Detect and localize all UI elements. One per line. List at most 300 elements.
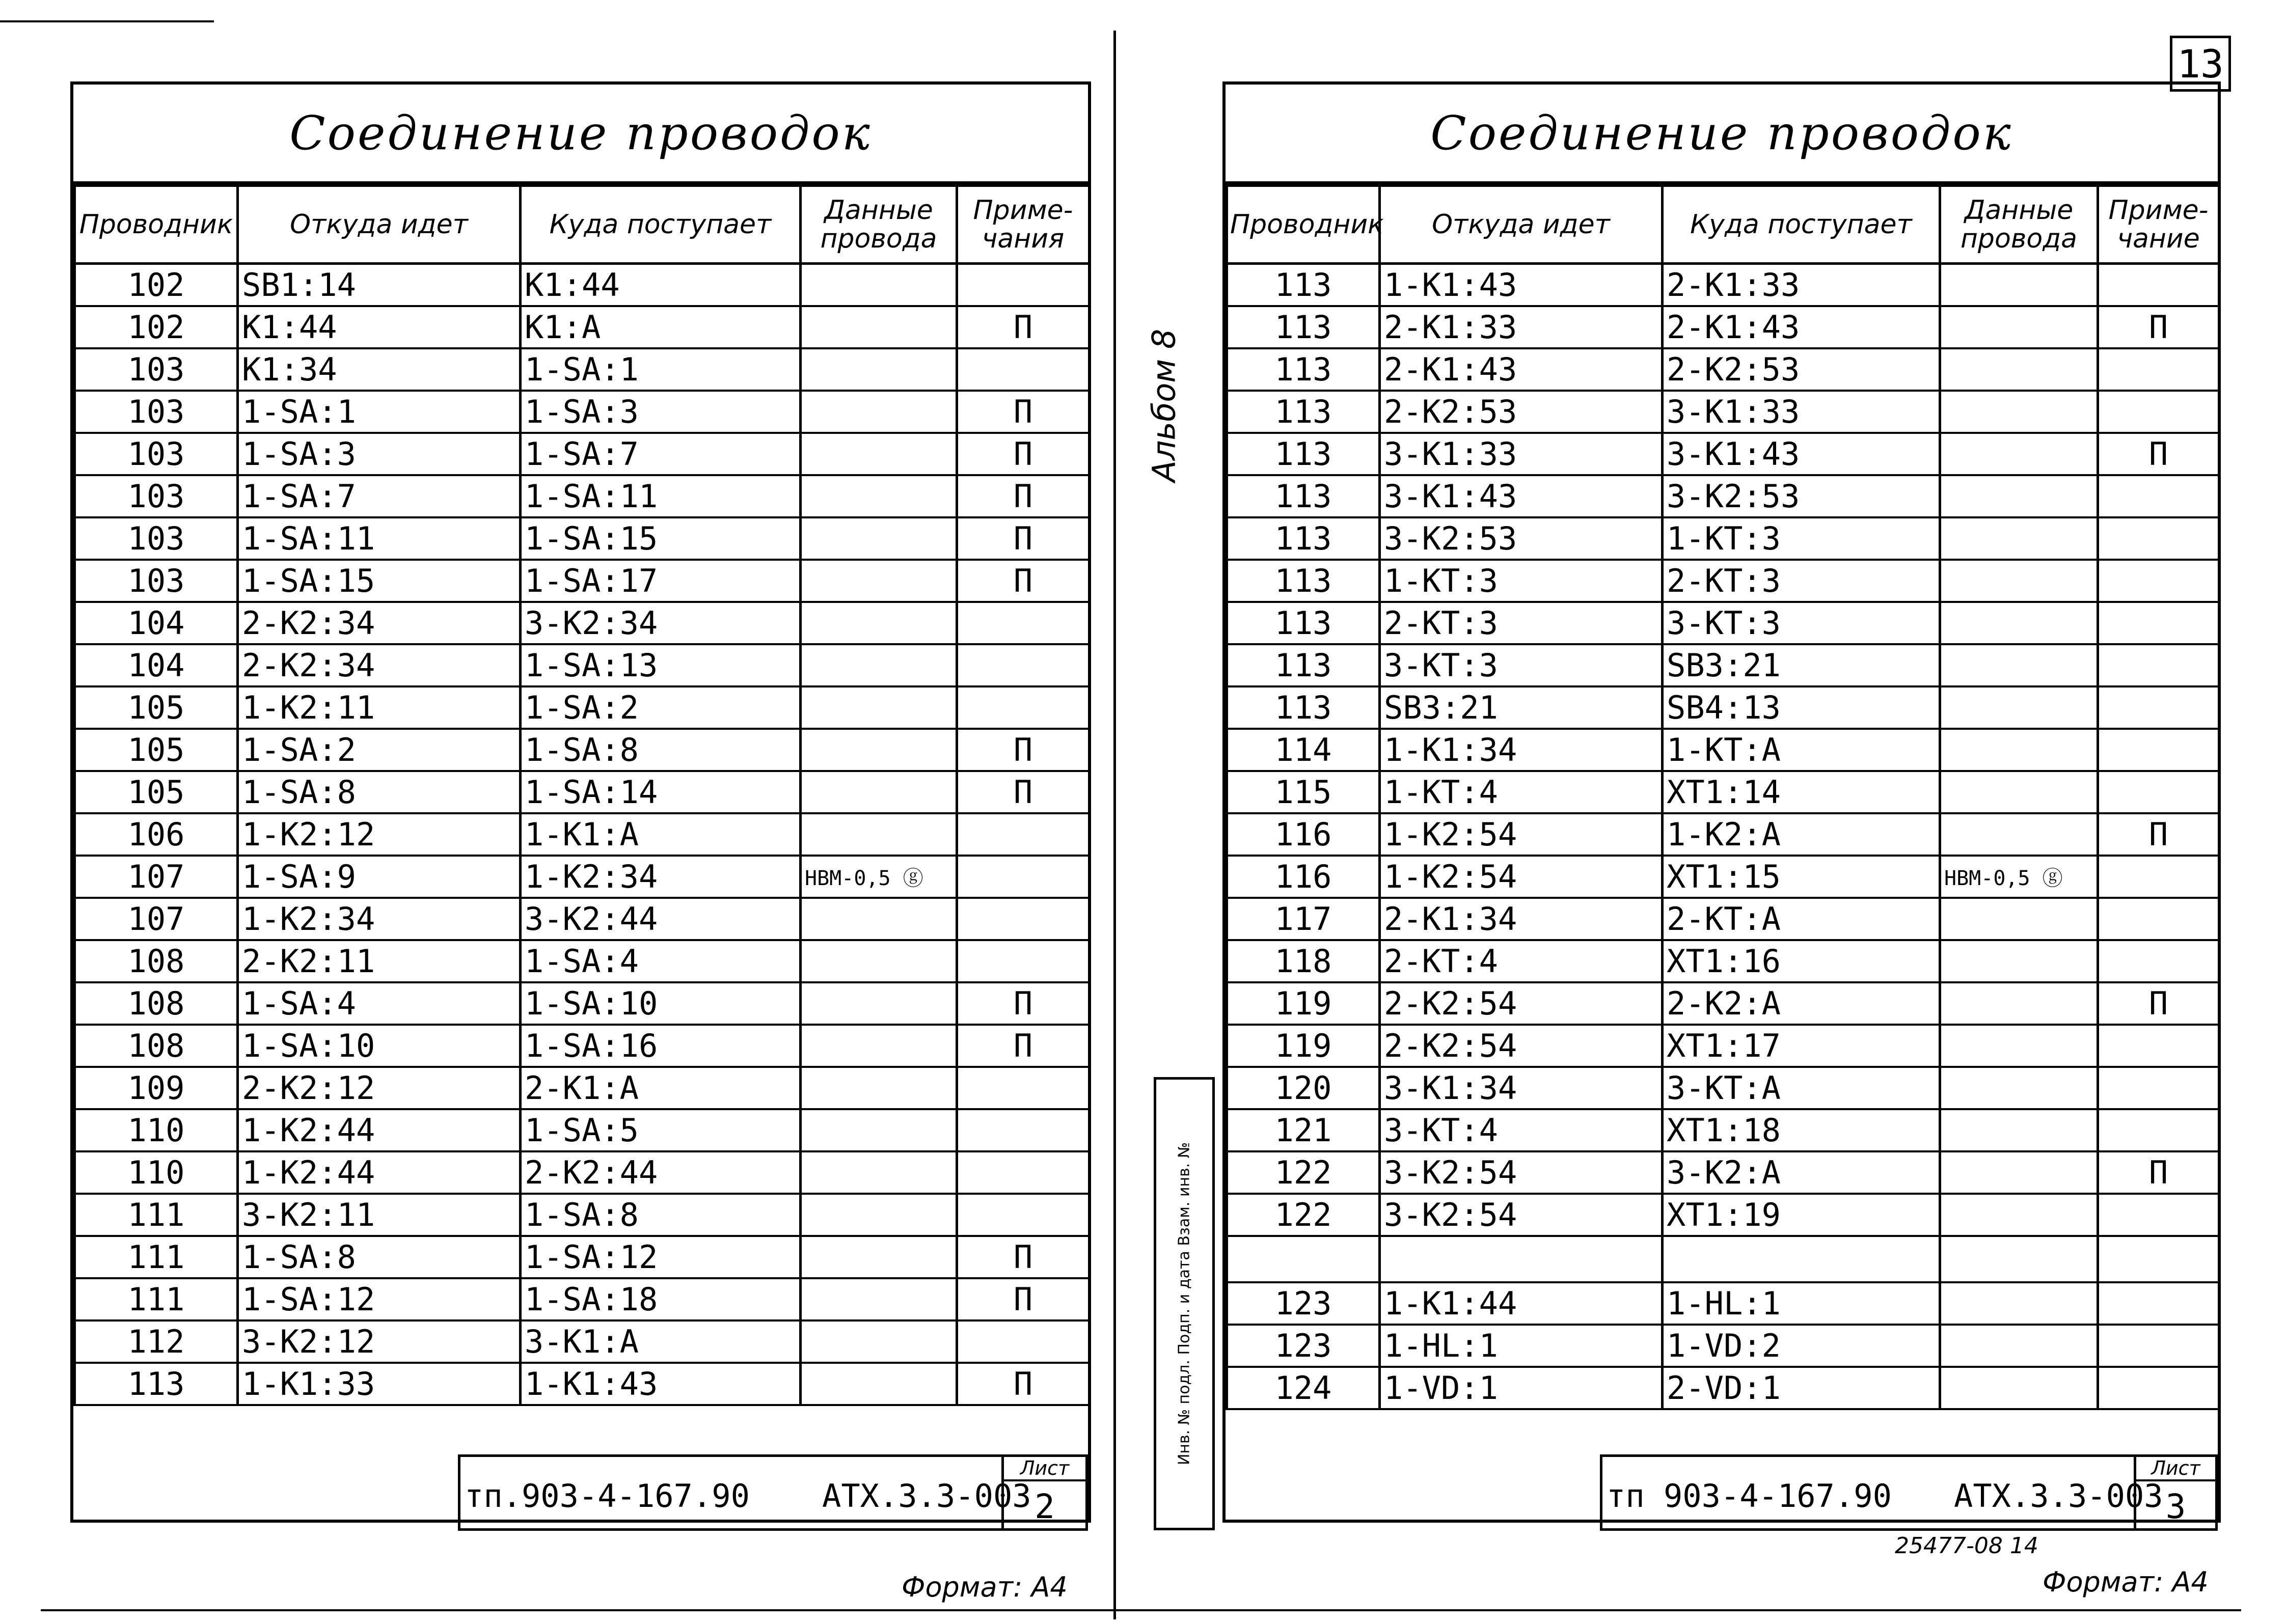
table-cell: 113	[1227, 602, 1380, 644]
table-cell	[801, 771, 957, 813]
table-cell: 1-SA:8	[238, 1236, 521, 1278]
bottom-code: 25477-08 14	[1895, 1533, 2038, 1559]
right-column-header: Данные провода	[1940, 186, 2098, 264]
table-row	[1227, 771, 2219, 813]
table-row	[75, 517, 1090, 560]
table-cell: 123	[1227, 1282, 1380, 1325]
center-fold-line	[1113, 31, 1116, 1619]
table-cell: 1-K1:44	[1380, 1282, 1663, 1325]
table-cell: XT1:19	[1663, 1194, 1940, 1236]
table-cell	[2098, 1325, 2219, 1367]
left-doc-number: тп.903-4-167.90	[465, 1477, 750, 1515]
table-cell	[2098, 940, 2219, 982]
table-cell	[1940, 602, 2098, 644]
right-title-block	[1600, 1454, 2218, 1531]
table-cell: П	[957, 475, 1090, 517]
table-row	[75, 940, 1090, 982]
table-row	[1227, 1025, 2219, 1067]
table-row	[75, 602, 1090, 644]
table-cell	[1940, 1325, 2098, 1367]
left-title-block	[458, 1454, 1088, 1531]
table-row	[75, 771, 1090, 813]
left-header-row	[75, 186, 1090, 264]
table-cell: 3-K2:A	[1663, 1151, 1940, 1194]
table-cell	[1663, 1236, 1940, 1282]
table-cell	[2098, 475, 2219, 517]
table-cell	[957, 1067, 1090, 1109]
table-cell	[2098, 898, 2219, 940]
table-cell	[2098, 1109, 2219, 1151]
table-cell: П	[2098, 433, 2219, 475]
right-sheet-title: Соединение проводок	[1226, 85, 2218, 184]
right-sheet-number: 3	[2165, 1487, 2186, 1526]
table-row	[75, 644, 1090, 686]
table-row	[75, 1109, 1090, 1151]
table-row	[75, 391, 1090, 433]
table-cell: 2-K1:A	[521, 1067, 801, 1109]
table-cell: 3-K2:12	[238, 1320, 521, 1363]
table-cell	[957, 940, 1090, 982]
table-cell	[801, 560, 957, 602]
table-cell: П	[957, 1025, 1090, 1067]
table-cell: 3-KT:A	[1663, 1067, 1940, 1109]
table-cell: K1:34	[238, 348, 521, 391]
table-cell	[1940, 1367, 2098, 1409]
table-cell: 123	[1227, 1325, 1380, 1367]
table-cell: 118	[1227, 940, 1380, 982]
table-cell	[801, 602, 957, 644]
table-cell	[1940, 560, 2098, 602]
left-format-label: Формат: А4	[902, 1571, 1068, 1603]
right-connections-table	[1226, 184, 2220, 1410]
table-cell: 109	[75, 1067, 238, 1109]
table-cell	[1940, 813, 2098, 856]
table-row	[1227, 644, 2219, 686]
table-cell	[1940, 1109, 2098, 1151]
left-column-header: Откуда идет	[238, 186, 521, 264]
table-row	[1227, 1067, 2219, 1109]
table-cell	[801, 1194, 957, 1236]
table-row	[75, 560, 1090, 602]
table-row	[1227, 856, 2219, 898]
table-cell	[801, 898, 957, 940]
table-cell: 2-KT:3	[1380, 602, 1663, 644]
table-cell: 110	[75, 1109, 238, 1151]
top-scan-line	[0, 20, 214, 22]
table-row	[1227, 1194, 2219, 1236]
table-row	[75, 1151, 1090, 1194]
table-cell	[801, 644, 957, 686]
table-cell: 1-SA:15	[521, 517, 801, 560]
table-cell: 1-K1:43	[1380, 264, 1663, 307]
table-cell: 103	[75, 433, 238, 475]
table-cell	[801, 940, 957, 982]
table-row	[75, 729, 1090, 771]
table-cell	[1227, 1236, 1380, 1282]
table-cell: SB4:13	[1663, 686, 1940, 729]
table-cell: 3-K1:34	[1380, 1067, 1663, 1109]
table-row	[1227, 686, 2219, 729]
table-cell	[957, 1194, 1090, 1236]
table-cell: 3-K1:43	[1380, 475, 1663, 517]
table-cell: П	[957, 433, 1090, 475]
table-cell	[2098, 1025, 2219, 1067]
left-sheet-box	[1001, 1457, 1085, 1528]
table-cell: П	[957, 771, 1090, 813]
table-cell	[801, 1363, 957, 1405]
table-cell: 113	[1227, 644, 1380, 686]
table-cell	[1940, 1025, 2098, 1067]
table-cell	[801, 982, 957, 1025]
table-row	[75, 1278, 1090, 1320]
table-cell: 1-K2:44	[238, 1109, 521, 1151]
table-row	[1227, 264, 2219, 307]
table-row	[1227, 1109, 2219, 1151]
table-cell	[957, 1109, 1090, 1151]
table-cell: 104	[75, 644, 238, 686]
table-cell	[957, 1151, 1090, 1194]
table-row	[75, 1025, 1090, 1067]
table-cell	[801, 391, 957, 433]
table-cell: 1-SA:11	[521, 475, 801, 517]
table-cell: 2-KT:4	[1380, 940, 1663, 982]
right-column-header: Куда поступает	[1663, 186, 1940, 264]
table-cell	[2098, 729, 2219, 771]
table-cell: XT1:15	[1663, 856, 1940, 898]
table-cell: 3-K2:54	[1380, 1194, 1663, 1236]
table-cell: 108	[75, 982, 238, 1025]
table-cell: 2-KT:3	[1663, 560, 1940, 602]
table-cell: 3-K2:11	[238, 1194, 521, 1236]
right-header-row	[1227, 186, 2219, 264]
table-cell	[801, 813, 957, 856]
table-cell: 1-SA:17	[521, 560, 801, 602]
right-table-body	[1227, 264, 2219, 1410]
table-cell	[1940, 306, 2098, 348]
side-stamp-label: Инв. № подл. Подп. и дата Взам. инв. №	[1175, 1142, 1193, 1466]
table-cell: 2-K2:34	[238, 602, 521, 644]
table-cell: SB3:21	[1380, 686, 1663, 729]
table-row	[1227, 560, 2219, 602]
right-sheet-box	[2134, 1457, 2215, 1528]
table-cell: 3-K2:53	[1380, 517, 1663, 560]
table-cell: K1:44	[521, 264, 801, 307]
table-row	[75, 686, 1090, 729]
table-cell: 105	[75, 729, 238, 771]
table-cell: 1-SA:8	[521, 729, 801, 771]
right-column-header: Приме-чание	[2098, 186, 2219, 264]
table-cell: 1-HL:1	[1380, 1325, 1663, 1367]
table-cell: П	[957, 729, 1090, 771]
table-cell: 111	[75, 1236, 238, 1278]
table-cell: 2-K2:12	[238, 1067, 521, 1109]
table-cell: 1-VD:2	[1663, 1325, 1940, 1367]
table-cell: 113	[1227, 433, 1380, 475]
table-cell	[1940, 1151, 2098, 1194]
table-cell	[957, 348, 1090, 391]
left-sheet	[70, 81, 1091, 1526]
table-row	[1227, 1236, 2219, 1282]
table-cell: 102	[75, 264, 238, 307]
table-row	[1227, 602, 2219, 644]
table-row	[75, 475, 1090, 517]
table-cell: 2-K2:54	[1380, 982, 1663, 1025]
table-cell: 119	[1227, 982, 1380, 1025]
table-cell: 120	[1227, 1067, 1380, 1109]
table-row	[75, 1320, 1090, 1363]
left-sheet-number: 2	[1035, 1487, 1055, 1526]
table-cell: SB3:21	[1663, 644, 1940, 686]
table-cell: 1-K2:12	[238, 813, 521, 856]
table-cell	[1940, 940, 2098, 982]
table-cell: 1-K2:54	[1380, 856, 1663, 898]
table-cell: 2-K2:53	[1663, 348, 1940, 391]
table-cell: XT1:18	[1663, 1109, 1940, 1151]
right-sheet	[1222, 81, 2221, 1526]
table-cell: 1-K2:54	[1380, 813, 1663, 856]
table-cell: 113	[1227, 306, 1380, 348]
table-cell: 103	[75, 391, 238, 433]
table-cell: 116	[1227, 856, 1380, 898]
table-cell: 3-K1:33	[1663, 391, 1940, 433]
table-cell: 3-KT:4	[1380, 1109, 1663, 1151]
table-cell: 3-KT:3	[1380, 644, 1663, 686]
table-cell	[2098, 771, 2219, 813]
table-row	[75, 1236, 1090, 1278]
table-row	[1227, 348, 2219, 391]
table-cell: 2-K1:43	[1380, 348, 1663, 391]
table-cell	[2098, 391, 2219, 433]
table-cell	[957, 1320, 1090, 1363]
left-sheet-title: Соединение проводок	[73, 85, 1088, 184]
table-cell	[2098, 1194, 2219, 1236]
table-cell: 1-SA:12	[238, 1278, 521, 1320]
table-cell: 1-KT:3	[1663, 517, 1940, 560]
table-row	[75, 1363, 1090, 1405]
table-cell: 1-SA:8	[521, 1194, 801, 1236]
table-cell: 113	[1227, 348, 1380, 391]
table-cell: 2-K2:44	[521, 1151, 801, 1194]
table-cell: 2-K2:11	[238, 940, 521, 982]
table-cell	[1940, 475, 2098, 517]
table-cell	[1940, 264, 2098, 307]
table-cell: 1-K2:11	[238, 686, 521, 729]
table-cell	[2098, 264, 2219, 307]
table-cell: 1-SA:7	[238, 475, 521, 517]
table-cell: 1-SA:14	[521, 771, 801, 813]
left-column-header: Проводник	[75, 186, 238, 264]
table-cell	[2098, 1367, 2219, 1409]
table-row	[75, 348, 1090, 391]
table-cell: 1-SA:10	[521, 982, 801, 1025]
table-cell: 1-SA:10	[238, 1025, 521, 1067]
table-cell: 107	[75, 856, 238, 898]
table-row	[1227, 813, 2219, 856]
table-cell	[1940, 1282, 2098, 1325]
table-cell: 107	[75, 898, 238, 940]
table-cell	[801, 686, 957, 729]
table-cell: 102	[75, 306, 238, 348]
table-row	[1227, 982, 2219, 1025]
table-row	[75, 1067, 1090, 1109]
table-cell	[1940, 1236, 2098, 1282]
table-cell: 1-KT:3	[1380, 560, 1663, 602]
table-row	[75, 982, 1090, 1025]
table-row	[1227, 1367, 2219, 1409]
table-cell: 1-K1:A	[521, 813, 801, 856]
table-row	[75, 1194, 1090, 1236]
table-row	[75, 306, 1090, 348]
table-cell: XT1:16	[1663, 940, 1940, 982]
table-cell	[1940, 391, 2098, 433]
bottom-scan-line	[41, 1609, 2241, 1611]
table-cell: 2-KT:A	[1663, 898, 1940, 940]
album-label: Альбом 8	[1145, 328, 1183, 482]
table-cell: 1-SA:5	[521, 1109, 801, 1151]
table-cell	[2098, 856, 2219, 898]
table-cell	[801, 729, 957, 771]
table-cell	[1940, 898, 2098, 940]
table-cell: 2-K1:43	[1663, 306, 1940, 348]
left-doc-code: АТХ.3.3-003	[822, 1477, 1031, 1515]
table-cell: 2-VD:1	[1663, 1367, 1940, 1409]
table-row	[1227, 433, 2219, 475]
table-cell: 1-SA:13	[521, 644, 801, 686]
table-cell	[957, 264, 1090, 307]
table-cell: 1-SA:15	[238, 560, 521, 602]
table-cell	[957, 644, 1090, 686]
table-cell	[1940, 729, 2098, 771]
table-cell	[2098, 1067, 2219, 1109]
table-cell: 113	[75, 1363, 238, 1405]
table-cell: П	[957, 391, 1090, 433]
table-cell: 1-SA:1	[521, 348, 801, 391]
table-cell: 1-SA:12	[521, 1236, 801, 1278]
table-cell: 3-K2:34	[521, 602, 801, 644]
table-cell	[1940, 1067, 2098, 1109]
table-cell: 119	[1227, 1025, 1380, 1067]
table-cell: 1-K2:34	[521, 856, 801, 898]
table-cell: 1-KT:4	[1380, 771, 1663, 813]
table-cell	[801, 1236, 957, 1278]
table-cell: K1:A	[521, 306, 801, 348]
table-row	[1227, 940, 2219, 982]
table-cell: 103	[75, 517, 238, 560]
table-cell: 1-SA:8	[238, 771, 521, 813]
table-cell	[801, 1109, 957, 1151]
table-cell: 105	[75, 686, 238, 729]
table-cell: 1-K1:33	[238, 1363, 521, 1405]
table-cell: 1-SA:4	[238, 982, 521, 1025]
right-format-label: Формат: А4	[2043, 1566, 2209, 1598]
table-cell: 113	[1227, 264, 1380, 307]
table-cell	[801, 1067, 957, 1109]
table-cell: 1-SA:2	[238, 729, 521, 771]
table-cell: 108	[75, 940, 238, 982]
table-row	[75, 813, 1090, 856]
table-cell	[1940, 644, 2098, 686]
left-column-header: Приме-чания	[957, 186, 1090, 264]
table-cell: 111	[75, 1194, 238, 1236]
table-cell: П	[957, 1236, 1090, 1278]
table-cell: 114	[1227, 729, 1380, 771]
table-cell: 1-SA:18	[521, 1278, 801, 1320]
table-cell	[801, 433, 957, 475]
table-cell: 3-K2:53	[1663, 475, 1940, 517]
table-cell: 1-SA:2	[521, 686, 801, 729]
right-doc-code: АТХ.3.3-003	[1954, 1477, 2163, 1515]
table-cell: XT1:17	[1663, 1025, 1940, 1067]
table-cell	[801, 1320, 957, 1363]
table-cell: 1-HL:1	[1663, 1282, 1940, 1325]
table-cell: 122	[1227, 1151, 1380, 1194]
table-cell: 1-K2:A	[1663, 813, 1940, 856]
table-cell: 108	[75, 1025, 238, 1067]
table-cell: 113	[1227, 391, 1380, 433]
table-cell: П	[957, 306, 1090, 348]
table-cell: 1-KT:A	[1663, 729, 1940, 771]
table-cell: 1-VD:1	[1380, 1367, 1663, 1409]
left-connections-table	[73, 184, 1091, 1406]
table-cell: 3-K2:54	[1380, 1151, 1663, 1194]
table-cell: 2-K1:33	[1380, 306, 1663, 348]
table-cell: SB1:14	[238, 264, 521, 307]
table-cell: НВМ-0,5 ⓖ	[1940, 856, 2098, 898]
right-sheet-label: Лист	[2136, 1457, 2215, 1481]
table-cell: П	[957, 560, 1090, 602]
table-cell: П	[957, 1278, 1090, 1320]
table-cell: 1-K1:34	[1380, 729, 1663, 771]
table-cell	[801, 1278, 957, 1320]
table-cell	[1940, 433, 2098, 475]
table-cell: 122	[1227, 1194, 1380, 1236]
table-row	[75, 898, 1090, 940]
table-row	[1227, 1325, 2219, 1367]
left-column-header: Куда поступает	[521, 186, 801, 264]
table-cell: 1-SA:1	[238, 391, 521, 433]
table-cell: 1-SA:11	[238, 517, 521, 560]
table-cell: 2-K2:34	[238, 644, 521, 686]
table-cell: 1-SA:4	[521, 940, 801, 982]
table-cell	[801, 475, 957, 517]
table-cell: K1:44	[238, 306, 521, 348]
table-cell: 103	[75, 475, 238, 517]
right-column-header: Проводник	[1227, 186, 1380, 264]
table-cell: П	[957, 982, 1090, 1025]
table-cell: 1-K2:44	[238, 1151, 521, 1194]
table-cell: 121	[1227, 1109, 1380, 1151]
table-row	[1227, 475, 2219, 517]
table-cell	[957, 856, 1090, 898]
table-row	[1227, 898, 2219, 940]
table-cell: НВМ-0,5 ⓖ	[801, 856, 957, 898]
table-cell	[2098, 644, 2219, 686]
table-cell: П	[957, 1363, 1090, 1405]
table-row	[75, 264, 1090, 307]
table-cell	[801, 517, 957, 560]
table-row	[1227, 517, 2219, 560]
table-cell: 113	[1227, 560, 1380, 602]
table-cell	[1380, 1236, 1663, 1282]
table-cell: 2-K1:33	[1663, 264, 1940, 307]
table-cell: 2-K1:34	[1380, 898, 1663, 940]
table-row	[75, 856, 1090, 898]
table-cell: XT1:14	[1663, 771, 1940, 813]
table-cell: 113	[1227, 517, 1380, 560]
table-cell: П	[2098, 1151, 2219, 1194]
table-cell	[801, 348, 957, 391]
left-column-header: Данные провода	[801, 186, 957, 264]
